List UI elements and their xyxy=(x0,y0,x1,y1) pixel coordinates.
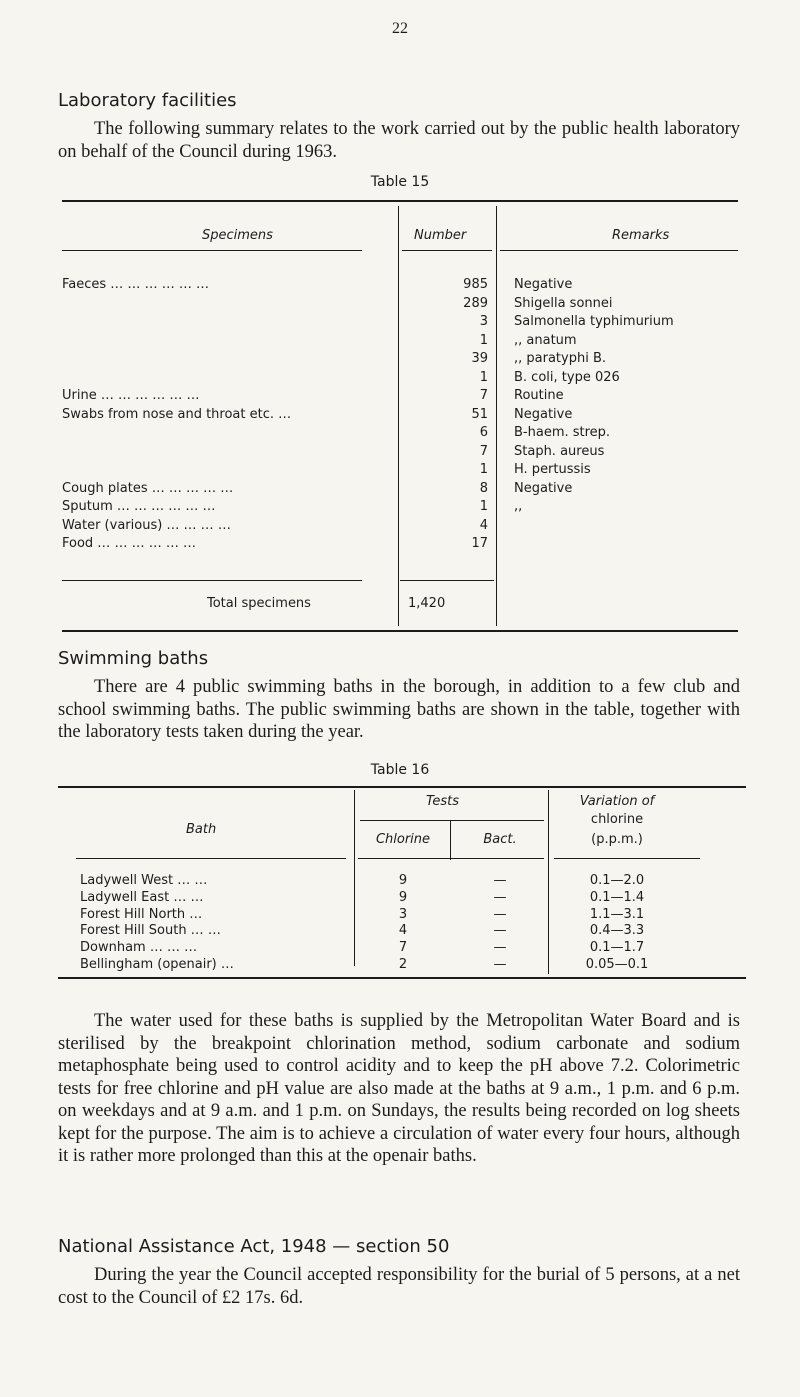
table15-row xyxy=(62,313,738,331)
table15-specimen-cell: Faeces … … … … … … xyxy=(62,277,209,292)
table16-bact-cell: — xyxy=(493,889,507,905)
table15-header-number: Number xyxy=(414,228,467,243)
table16-row xyxy=(58,906,746,923)
table15-remark-cell: Negative xyxy=(514,277,573,292)
table15-number-cell: 289 xyxy=(463,295,488,311)
table15 xyxy=(62,200,738,632)
table16-bact-cell: — xyxy=(493,923,507,939)
table16-header-chlorine: Chlorine xyxy=(375,832,431,847)
table15-remark-cell: B. coli, type 026 xyxy=(514,369,620,385)
table16-header-rule-3 xyxy=(554,858,700,859)
table15-specimen-cell: Sputum … … … … … … xyxy=(62,499,216,514)
table15-number-cell: 17 xyxy=(471,536,488,551)
table16-bath-cell: Downham … … … xyxy=(80,940,198,956)
table16-bath-cell: Bellingham (openair) … xyxy=(80,957,234,972)
table16-row xyxy=(58,872,746,889)
table15-header-specimens: Specimens xyxy=(202,228,273,243)
table16-chlorine-cell: 9 xyxy=(398,889,408,905)
table15-number-cell: 4 xyxy=(479,517,488,533)
table15-header-rule-3 xyxy=(500,250,738,251)
table16-column-rule-2 xyxy=(450,820,451,860)
lab-text: The following summary relates to the work carried out by the public health laboratory on behalf of the Council during 1963. xyxy=(58,119,740,162)
table15-remark-cell: Negative xyxy=(514,480,573,496)
national-assistance-heading: National Assistance Act, 1948 — section 50 xyxy=(58,1236,450,1257)
table16-chlorine-cell: 2 xyxy=(398,957,408,972)
table15-header-rule-1 xyxy=(62,250,362,251)
national-assistance-text: During the year the Council accepted responsibility for the burial of 5 persons, at a net cost to the Council of £2 17s. 6d. xyxy=(58,1265,740,1308)
table15-number-cell: 39 xyxy=(471,351,488,366)
table16-chlorine-cell: 4 xyxy=(398,923,408,939)
table15-top-rule xyxy=(62,200,738,202)
table16-row xyxy=(58,922,746,939)
table16-bath-cell: Forest Hill South … … xyxy=(80,923,221,939)
table15-specimen-cell: Urine … … … … … … xyxy=(62,388,200,403)
table15-number-cell: 51 xyxy=(471,406,488,422)
table16-row xyxy=(58,889,746,906)
swimming-paragraph xyxy=(58,676,740,744)
table15-caption: Table 15 xyxy=(370,174,430,190)
table16-bact-cell: — xyxy=(493,940,507,956)
table16-caption: Table 16 xyxy=(370,762,430,778)
table16-chlorine-cell: 7 xyxy=(398,940,408,956)
table15-row xyxy=(62,535,738,553)
table16-bact-cell: — xyxy=(493,957,507,972)
table15-number-cell: 7 xyxy=(479,443,488,459)
table15-row xyxy=(62,498,738,516)
table15-specimen-cell: Cough plates … … … … … xyxy=(62,480,234,496)
table16-bath-cell: Ladywell West … … xyxy=(80,873,208,888)
table16-tests-rule xyxy=(360,820,544,821)
table16-bact-cell: — xyxy=(493,906,507,922)
table16-header-bath: Bath xyxy=(186,822,217,837)
table15-remark-cell: ,, xyxy=(514,499,523,514)
table16-header-tests: Tests xyxy=(426,794,459,809)
table15-row xyxy=(62,332,738,350)
table15-row xyxy=(62,387,738,405)
page-number: 22 xyxy=(392,20,408,37)
table15-number-cell: 6 xyxy=(479,425,488,440)
water-paragraph xyxy=(58,1010,740,1168)
table15-remark-cell: Shigella sonnei xyxy=(514,295,613,311)
table15-total-label: Total specimens xyxy=(207,596,311,611)
table16 xyxy=(58,786,746,994)
table15-number-cell: 3 xyxy=(479,314,488,329)
table15-row xyxy=(62,406,738,424)
table15-row xyxy=(62,350,738,368)
table16-chlorine-cell: 9 xyxy=(398,873,408,888)
table16-header-variation-2: chlorine xyxy=(590,812,644,827)
table15-remark-cell: H. pertussis xyxy=(514,462,591,477)
table15-remark-cell: B-haem. strep. xyxy=(514,425,611,440)
table16-variation-cell: 0.1—1.7 xyxy=(589,940,645,956)
table15-header-remarks: Remarks xyxy=(612,228,670,243)
table15-row xyxy=(62,443,738,461)
national-assistance-paragraph xyxy=(58,1264,740,1309)
table16-header-bact: Bact. xyxy=(483,832,517,847)
table15-remark-cell: Salmonella typhimurium xyxy=(514,314,674,329)
table15-specimen-cell: Food … … … … … … xyxy=(62,536,196,551)
swimming-text: There are 4 public swimming baths in the borough, in addition to a few club and school swimming baths. The public swimming baths are shown in the table, together with the laboratory tests taken during the year. xyxy=(58,677,740,742)
swimming-heading: Swimming baths xyxy=(58,648,209,669)
table16-bact-cell: — xyxy=(493,873,507,888)
table16-header-variation-1: Variation of xyxy=(579,794,655,809)
table15-remark-cell: ,, paratyphi B. xyxy=(514,351,607,366)
table16-header-variation-3: (p.p.m.) xyxy=(591,832,643,847)
table16-variation-cell: 0.4—3.3 xyxy=(589,923,645,939)
table16-bottom-rule xyxy=(58,977,746,979)
lab-paragraph xyxy=(58,118,740,163)
water-text: The water used for these baths is supplied by the Metropolitan Water Board and is sterilised by the breakpoint chlorination method, sodium carbonate and sodium metaphosphate being used to control acidity and to keep the pH above 7.2. Colorimetric tests for free chlorine and pH value are also made at the baths at 9 a.m., 1 p.m. and 6 p.m. on weekdays and at 9 a.m. and 1 p.m. on Sundays, the results being recorded on log sheets kept for the purpose. The aim is to achieve a circulation of water every four hours, although it is rather more prolonged than this at the openair baths. xyxy=(58,1011,740,1166)
table15-total-rule-2 xyxy=(400,580,494,581)
table15-remark-cell: Routine xyxy=(514,388,564,403)
table15-row xyxy=(62,295,738,313)
table15-total-value: 1,420 xyxy=(408,596,446,611)
table16-bath-cell: Ladywell East … … xyxy=(80,889,204,905)
table15-number-cell: 1 xyxy=(479,332,488,348)
table15-header-rule-2 xyxy=(402,250,492,251)
table16-chlorine-cell: 3 xyxy=(398,906,408,922)
table15-row xyxy=(62,517,738,535)
table16-bath-cell: Forest Hill North … xyxy=(80,906,203,922)
table16-header-rule-1 xyxy=(76,858,346,859)
table15-row xyxy=(62,369,738,387)
table15-row xyxy=(62,480,738,498)
table15-number-cell: 1 xyxy=(479,369,488,385)
table15-number-cell: 8 xyxy=(479,480,488,496)
table15-total-rule-1 xyxy=(62,580,362,581)
table15-row xyxy=(62,424,738,442)
table15-bottom-rule xyxy=(62,630,738,632)
table15-specimen-cell: Water (various) … … … … xyxy=(62,517,231,533)
table16-row xyxy=(58,956,746,973)
table15-remark-cell: Staph. aureus xyxy=(514,443,605,459)
table16-variation-cell: 1.1—3.1 xyxy=(589,906,645,922)
table15-row xyxy=(62,461,738,479)
table16-variation-cell: 0.1—1.4 xyxy=(589,889,645,905)
table15-number-cell: 1 xyxy=(479,499,488,514)
table16-variation-cell: 0.1—2.0 xyxy=(589,873,645,888)
table16-top-rule xyxy=(58,786,746,788)
table15-row xyxy=(62,276,738,294)
table15-remark-cell: Negative xyxy=(514,406,573,422)
table15-number-cell: 7 xyxy=(479,388,488,403)
table15-remark-cell: ,, anatum xyxy=(514,332,577,348)
table16-row xyxy=(58,939,746,956)
table16-header-rule-2 xyxy=(358,858,544,859)
lab-heading: Laboratory facilities xyxy=(58,90,237,111)
table15-number-cell: 985 xyxy=(463,277,488,292)
table15-number-cell: 1 xyxy=(479,462,488,477)
table16-variation-cell: 0.05—0.1 xyxy=(585,957,649,972)
table15-specimen-cell: Swabs from nose and throat etc. … xyxy=(62,406,292,422)
